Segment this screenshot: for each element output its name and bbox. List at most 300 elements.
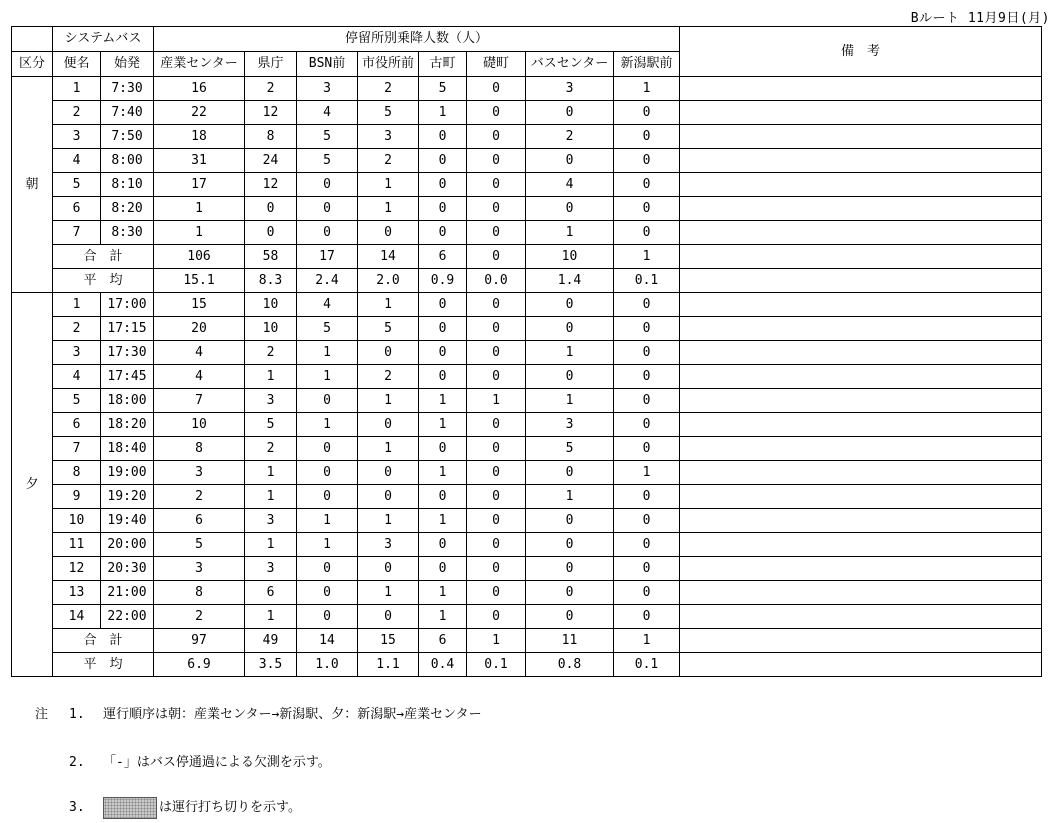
stop-count-cell: 1 [526,485,614,509]
stop-count-cell: 4 [154,341,245,365]
trip-number: 5 [53,389,101,413]
stop-count-cell: 1 [154,221,245,245]
stop-count-cell: 0 [467,485,526,509]
stop-count-cell: 0 [614,605,680,629]
stop-count-cell: 0 [419,221,467,245]
stop-count-cell: 1 [419,509,467,533]
stop-count-cell: 1 [245,533,297,557]
trip-number: 10 [53,509,101,533]
stop-count-cell: 0 [297,461,358,485]
stop-count-cell: 3 [154,557,245,581]
note-1-text: 運行順序は朝：産業センター→新潟駅、夕：新潟駅→産業センター [103,707,482,722]
trip-number: 13 [53,581,101,605]
table-row [12,317,1042,341]
stop-count-cell: 1 [245,485,297,509]
remarks-cell [680,173,1042,197]
trip-number: 12 [53,557,101,581]
stop-count-cell: 8 [245,125,297,149]
header-system-bus: システムバス [53,27,154,52]
stop-count-cell: 0 [358,485,419,509]
stop-count-cell: 0 [297,197,358,221]
average-cell: 8.3 [245,269,297,293]
stop-count-cell: 1 [419,101,467,125]
stop-count-cell: 8 [154,437,245,461]
stop-count-cell: 0 [297,221,358,245]
remarks-cell [680,77,1042,101]
total-cell: 15 [358,629,419,653]
stop-count-cell: 1 [419,389,467,413]
stop-count-cell: 0 [358,557,419,581]
trip-number: 4 [53,365,101,389]
stop-count-cell: 1 [245,605,297,629]
stop-count-cell: 2 [358,149,419,173]
stop-count-cell: 0 [467,125,526,149]
stop-count-cell: 1 [154,197,245,221]
departure-time: 18:40 [101,437,154,461]
stop-count-cell: 3 [526,413,614,437]
average-cell: 15.1 [154,269,245,293]
departure-time: 19:00 [101,461,154,485]
average-cell: 0.4 [419,653,467,677]
trip-number: 1 [53,293,101,317]
notes-prefix: 注 [35,707,49,722]
stop-count-cell: 0 [614,389,680,413]
stop-count-cell: 0 [614,173,680,197]
stop-count-cell: 4 [526,173,614,197]
stop-count-cell: 0 [467,437,526,461]
stop-count-cell: 7 [154,389,245,413]
table-row [12,77,1042,101]
header-stop-1: 県庁 [245,52,297,77]
trip-number: 2 [53,101,101,125]
total-cell: 0 [467,245,526,269]
average-cell: 0.8 [526,653,614,677]
stop-count-cell: 5 [526,437,614,461]
trip-number: 6 [53,197,101,221]
header-stop-6: バスセンター [526,52,614,77]
total-label: 合 計 [53,245,154,269]
stop-count-cell: 0 [467,605,526,629]
stop-count-cell: 0 [419,317,467,341]
stop-count-cell: 0 [526,557,614,581]
total-cell: 10 [526,245,614,269]
stop-count-cell: 0 [526,605,614,629]
header-stops-group: 停留所別乗降人数（人） [154,27,680,52]
trip-number: 9 [53,485,101,509]
stop-count-cell: 1 [419,581,467,605]
departure-time: 19:40 [101,509,154,533]
header-stop-3: 市役所前 [358,52,419,77]
stop-count-cell: 1 [419,461,467,485]
stop-count-cell: 1 [358,437,419,461]
stop-count-cell: 1 [467,389,526,413]
departure-time: 8:20 [101,197,154,221]
table-row [12,149,1042,173]
stop-count-cell: 0 [419,149,467,173]
average-cell: 1.0 [297,653,358,677]
total-cell: 49 [245,629,297,653]
stop-count-cell: 2 [245,77,297,101]
stop-count-cell: 0 [614,485,680,509]
remarks-cell [680,317,1042,341]
departure-time: 8:00 [101,149,154,173]
stop-count-cell: 0 [467,197,526,221]
stop-count-cell: 0 [614,341,680,365]
note-1-number: 1. [69,707,85,722]
stop-count-cell: 1 [358,197,419,221]
stop-count-cell: 5 [154,533,245,557]
stop-count-cell: 0 [358,605,419,629]
remarks-cell [680,221,1042,245]
departure-time: 18:20 [101,413,154,437]
table-row [12,605,1042,629]
stop-count-cell: 1 [358,389,419,413]
note-2 [69,751,331,770]
stop-count-cell: 5 [297,125,358,149]
stop-count-cell: 0 [526,317,614,341]
header-trip-no: 便名 [53,52,101,77]
average-cell: 0.1 [467,653,526,677]
stop-count-cell: 0 [297,581,358,605]
remarks-cell [680,125,1042,149]
stop-count-cell: 0 [614,317,680,341]
table-row [12,221,1042,245]
stop-count-cell: 0 [526,365,614,389]
stop-count-cell: 0 [614,221,680,245]
header-departure: 始発 [101,52,154,77]
trip-number: 7 [53,437,101,461]
stop-count-cell: 3 [245,389,297,413]
total-label: 合 計 [53,629,154,653]
stop-count-cell: 2 [526,125,614,149]
stop-count-cell: 0 [526,533,614,557]
stop-count-cell: 0 [419,173,467,197]
remarks-cell [680,341,1042,365]
section-label: 夕 [12,293,53,677]
average-cell: 2.0 [358,269,419,293]
remarks-cell [680,581,1042,605]
departure-time: 7:30 [101,77,154,101]
header-stop-0: 産業センター [154,52,245,77]
stop-count-cell: 22 [154,101,245,125]
stop-count-cell: 3 [245,557,297,581]
table-row [12,341,1042,365]
total-cell: 1 [614,245,680,269]
average-cell: 6.9 [154,653,245,677]
remarks-cell [680,485,1042,509]
stop-count-cell: 0 [467,509,526,533]
stop-count-cell: 0 [419,341,467,365]
stop-count-cell: 16 [154,77,245,101]
stop-count-cell: 5 [419,77,467,101]
stop-count-cell: 0 [358,221,419,245]
stop-count-cell: 0 [614,197,680,221]
stop-count-cell: 0 [358,341,419,365]
stop-count-cell: 0 [526,581,614,605]
remarks-cell [680,533,1042,557]
average-cell: 0.9 [419,269,467,293]
table-row [12,509,1042,533]
table-row [12,581,1042,605]
remarks-cell [680,437,1042,461]
stop-count-cell: 4 [297,293,358,317]
departure-time: 19:20 [101,485,154,509]
stop-count-cell: 18 [154,125,245,149]
stop-count-cell: 0 [526,197,614,221]
stop-count-cell: 3 [245,509,297,533]
stop-count-cell: 2 [358,77,419,101]
stop-count-cell: 1 [297,509,358,533]
table-row [12,557,1042,581]
stop-count-cell: 6 [245,581,297,605]
header-stop-7: 新潟駅前 [614,52,680,77]
table-row [12,533,1042,557]
trip-number: 3 [53,341,101,365]
trip-number: 1 [53,77,101,101]
total-cell: 1 [614,629,680,653]
trip-number: 14 [53,605,101,629]
stop-count-cell: 5 [297,149,358,173]
average-cell: 3.5 [245,653,297,677]
stop-count-cell: 1 [358,581,419,605]
stop-count-cell: 12 [245,173,297,197]
remarks-cell [680,653,1042,677]
total-cell: 17 [297,245,358,269]
average-row [12,653,1042,677]
stop-count-cell: 1 [419,413,467,437]
remarks-cell [680,389,1042,413]
departure-time: 20:30 [101,557,154,581]
remarks-cell [680,413,1042,437]
stop-count-cell: 3 [297,77,358,101]
remarks-cell [680,101,1042,125]
stop-count-cell: 0 [419,365,467,389]
total-cell: 14 [358,245,419,269]
stop-count-cell: 1 [614,461,680,485]
stop-count-cell: 24 [245,149,297,173]
stop-count-cell: 0 [467,581,526,605]
stop-count-cell: 0 [467,293,526,317]
average-label: 平 均 [53,653,154,677]
departure-time: 17:00 [101,293,154,317]
stop-count-cell: 1 [358,293,419,317]
stop-count-cell: 0 [245,197,297,221]
stop-count-cell: 2 [358,365,419,389]
trip-number: 4 [53,149,101,173]
remarks-cell [680,605,1042,629]
stop-count-cell: 10 [245,317,297,341]
note-2-text: 「-」はバス停通過による欠測を示す。 [103,755,331,770]
note-3-number: 3. [69,800,85,815]
note-1 [35,703,482,722]
stop-count-cell: 0 [614,437,680,461]
stop-count-cell: 0 [467,317,526,341]
stop-count-cell: 0 [467,533,526,557]
stop-count-cell: 1 [526,389,614,413]
departure-time: 20:00 [101,533,154,557]
stop-count-cell: 0 [297,437,358,461]
remarks-cell [680,149,1042,173]
average-row [12,269,1042,293]
stop-count-cell: 6 [154,509,245,533]
total-cell: 58 [245,245,297,269]
total-cell: 11 [526,629,614,653]
table-row [12,485,1042,509]
remarks-cell [680,461,1042,485]
total-cell: 1 [467,629,526,653]
stop-count-cell: 0 [526,101,614,125]
stop-count-cell: 0 [467,149,526,173]
trip-number: 7 [53,221,101,245]
stop-count-cell: 0 [526,461,614,485]
stop-count-cell: 3 [358,533,419,557]
table-row [12,293,1042,317]
stop-count-cell: 0 [297,485,358,509]
stop-count-cell: 1 [526,221,614,245]
average-cell: 0.0 [467,269,526,293]
stop-count-cell: 2 [154,485,245,509]
stop-count-cell: 0 [419,485,467,509]
remarks-cell [680,197,1042,221]
stop-count-cell: 0 [614,365,680,389]
remarks-cell [680,629,1042,653]
stop-count-cell: 1 [358,173,419,197]
stop-count-cell: 1 [419,605,467,629]
table-row [12,389,1042,413]
stop-count-cell: 0 [419,533,467,557]
table-row [12,437,1042,461]
average-label: 平 均 [53,269,154,293]
stop-count-cell: 2 [154,605,245,629]
remarks-cell [680,293,1042,317]
total-cell: 6 [419,629,467,653]
header-blank [12,27,53,52]
stop-count-cell: 0 [358,413,419,437]
departure-time: 17:15 [101,317,154,341]
average-cell: 0.1 [614,269,680,293]
ridership-table [11,26,1042,677]
stop-count-cell: 0 [614,149,680,173]
stop-count-cell: 0 [245,221,297,245]
stop-count-cell: 0 [419,125,467,149]
table-row [12,101,1042,125]
table-row [12,197,1042,221]
stop-count-cell: 0 [419,197,467,221]
stop-count-cell: 1 [358,509,419,533]
remarks-cell [680,557,1042,581]
total-cell: 14 [297,629,358,653]
average-cell: 1.4 [526,269,614,293]
average-cell: 0.1 [614,653,680,677]
stop-count-cell: 0 [614,413,680,437]
remarks-cell [680,509,1042,533]
average-cell: 1.1 [358,653,419,677]
stop-count-cell: 1 [526,341,614,365]
remarks-cell [680,245,1042,269]
stop-count-cell: 10 [245,293,297,317]
stop-count-cell: 0 [614,557,680,581]
stop-count-cell: 0 [297,605,358,629]
stop-count-cell: 4 [154,365,245,389]
stop-count-cell: 31 [154,149,245,173]
stop-count-cell: 0 [526,509,614,533]
stop-count-cell: 1 [297,365,358,389]
stop-count-cell: 1 [297,413,358,437]
departure-time: 7:50 [101,125,154,149]
stop-count-cell: 17 [154,173,245,197]
gray-shading-swatch [103,797,157,819]
trip-number: 6 [53,413,101,437]
departure-time: 8:10 [101,173,154,197]
note-2-number: 2. [69,755,85,770]
stop-count-cell: 0 [614,509,680,533]
stop-count-cell: 1 [245,461,297,485]
trip-number: 3 [53,125,101,149]
total-cell: 106 [154,245,245,269]
stop-count-cell: 0 [467,341,526,365]
stop-count-cell: 4 [297,101,358,125]
header-stop-4: 古町 [419,52,467,77]
trip-number: 8 [53,461,101,485]
note-3 [69,796,301,819]
stop-count-cell: 3 [526,77,614,101]
departure-time: 18:00 [101,389,154,413]
note-3-text: は運行打ち切りを示す。 [159,800,301,815]
stop-count-cell: 10 [154,413,245,437]
total-cell: 97 [154,629,245,653]
header-section: 区分 [12,52,53,77]
route-title: Bルート 11月9日(月) [910,11,1050,26]
stop-count-cell: 0 [358,461,419,485]
stop-count-cell: 0 [419,293,467,317]
stop-count-cell: 0 [467,365,526,389]
table-row [12,461,1042,485]
table-row [12,125,1042,149]
stop-count-cell: 0 [614,581,680,605]
stop-count-cell: 0 [467,557,526,581]
table-row [12,413,1042,437]
total-row [12,629,1042,653]
header-row-1 [12,27,1042,52]
stop-count-cell: 8 [154,581,245,605]
stop-count-cell: 0 [526,293,614,317]
stop-count-cell: 5 [358,101,419,125]
stop-count-cell: 0 [467,101,526,125]
stop-count-cell: 0 [297,389,358,413]
stop-count-cell: 1 [245,365,297,389]
stop-count-cell: 0 [467,77,526,101]
departure-time: 8:30 [101,221,154,245]
stop-count-cell: 1 [614,77,680,101]
stop-count-cell: 12 [245,101,297,125]
stop-count-cell: 0 [614,533,680,557]
stop-count-cell: 5 [297,317,358,341]
stop-count-cell: 0 [467,221,526,245]
stop-count-cell: 0 [419,557,467,581]
stop-count-cell: 2 [245,437,297,461]
departure-time: 21:00 [101,581,154,605]
total-row [12,245,1042,269]
trip-number: 2 [53,317,101,341]
total-cell: 6 [419,245,467,269]
stop-count-cell: 0 [297,557,358,581]
header-stop-2: BSN前 [297,52,358,77]
stop-count-cell: 0 [467,173,526,197]
stop-count-cell: 0 [614,293,680,317]
departure-time: 22:00 [101,605,154,629]
header-remarks: 備 考 [680,27,1042,77]
stop-count-cell: 3 [358,125,419,149]
